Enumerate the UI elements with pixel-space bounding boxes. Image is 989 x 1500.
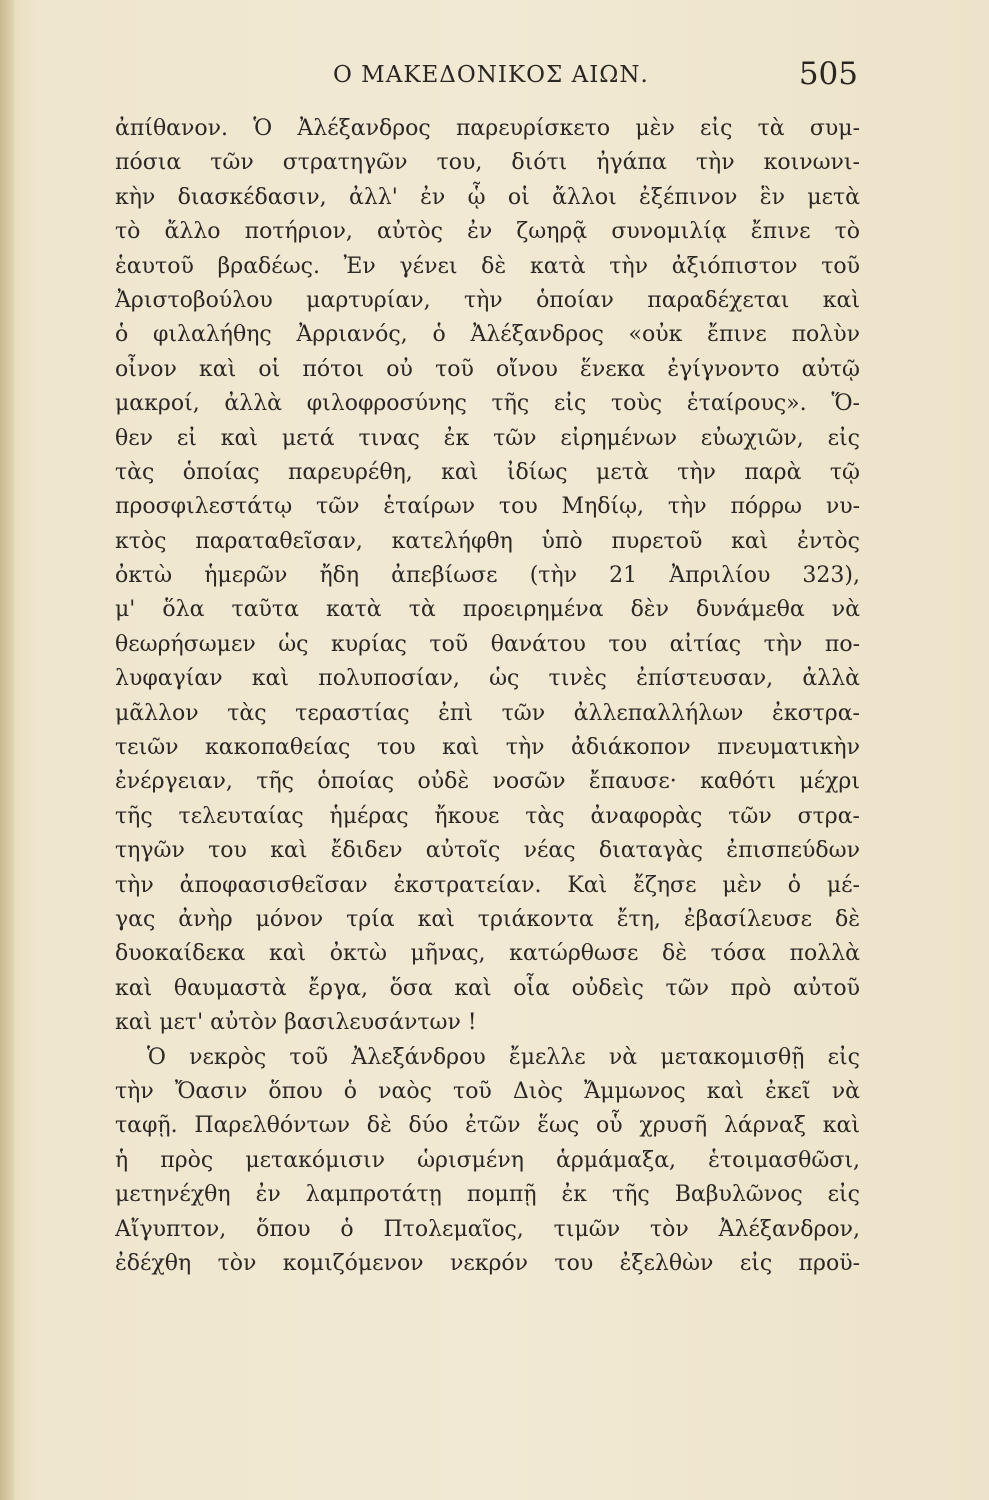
text-line: λυφαγίαν καὶ πολυποσίαν, ὡς τινὲς ἐπίστευσαν, ἀλλὰ (115, 666, 860, 692)
text-line: θεωρήσωμεν ὡς κυρίας τοῦ θανάτου του αἰτίας τὴν πο- (115, 631, 860, 657)
text-line: ἐδέχθη τὸν κομιζόμενον νεκρόν του ἐξελθὼν εἰς προϋ- (115, 1250, 860, 1276)
text-line: Αἴγυπτον, ὅπου ὁ Πτολεμαῖος, τιμῶν τὸν Ἀλέξανδρον, (115, 1216, 860, 1242)
text-line: μᾶλλον τὰς τεραστίας ἐπὶ τῶν ἀλλεπαλλήλων ἐκστρα- (115, 700, 860, 726)
text-line: ταφῇ. Παρελθόντων δὲ δύο ἐτῶν ἕως οὗ χρυσῆ λάρναξ καὶ (115, 1113, 860, 1139)
text-line: δυοκαίδεκα καὶ ὀκτὼ μῆνας, κατώρθωσε δὲ τόσα πολλὰ (115, 941, 860, 967)
text-line: Ἀριστοβούλου μαρτυρίαν, τὴν ὁποίαν παραδέχεται καὶ (115, 287, 860, 313)
page-header (115, 52, 860, 102)
text-line: τὴν ἀποφασισθεῖσαν ἐκστρατείαν. Καὶ ἔζησε μὲν ὁ μέ- (115, 872, 860, 898)
paragraph-start-line: Ὁ νεκρὸς τοῦ Ἀλεξάνδρου ἔμελλε νὰ μετακομισθῇ εἰς (147, 1044, 860, 1070)
text-line: οἶνον καὶ οἱ πότοι οὐ τοῦ οἴνου ἕνεκα ἐγίγνοντο αὐτῷ (115, 356, 860, 382)
page-gutter-edge (0, 0, 14, 1500)
page-number: 505 (798, 56, 858, 92)
text-line: τὸ ἄλλο ποτήριον, αὐτὸς ἐν ζωηρᾷ συνομιλίᾳ ἔπινε τὸ (115, 219, 860, 245)
text-line: προσφιλεστάτῳ τῶν ἑταίρων του Μηδίῳ, τὴν πόρρω νυ- (115, 494, 860, 520)
text-line: γας ἀνὴρ μόνον τρία καὶ τριάκοντα ἔτη, ἐβασίλευσε δὲ (115, 906, 860, 932)
text-line: καὶ θαυμαστὰ ἔργα, ὅσα καὶ οἷα οὐδεὶς τῶν πρὸ αὐτοῦ (115, 975, 860, 1001)
text-line: μ' ὅλα ταῦτα κατὰ τὰ προειρημένα δὲν δυνάμεθα νὰ (115, 597, 860, 623)
text-line: τειῶν κακοπαθείας του καὶ τὴν ἀδιάκοπον πνευματικὴν (115, 735, 860, 761)
text-line: τηγῶν του καὶ ἔδιδεν αὐτοῖς νέας διαταγὰς ἐπισπεύδων (115, 838, 860, 864)
text-line: ἑαυτοῦ βραδέως. Ἐν γένει δὲ κατὰ τὴν ἀξιόπιστον τοῦ (115, 253, 860, 279)
text-line: τῆς τελευταίας ἡμέρας ἤκουε τὰς ἀναφορὰς τῶν στρα- (115, 803, 860, 829)
text-line: κτὸς παραταθεῖσαν, κατελήφθη ὑπὸ πυρετοῦ καὶ ἐντὸς (115, 528, 860, 554)
text-line: ἀπίθανον. Ὁ Ἀλέξανδρος παρευρίσκετο μὲν εἰς τὰ συμ- (115, 116, 860, 141)
text-line: κὴν διασκέδασιν, ἀλλ' ἐν ᾧ οἱ ἄλλοι ἐξέπινον ἓν μετὰ (115, 184, 860, 210)
paragraph-end-line: καὶ μετ' αὐτὸν βασιλευσάντων ! (115, 1010, 477, 1036)
text-line: μετηνέχθη ἐν λαμπροτάτῃ πομπῇ ἐκ τῆς Βαβυλῶνος εἰς (115, 1182, 860, 1208)
text-line: τὰς ὁποίας παρευρέθη, καὶ ἰδίως μετὰ τὴν παρὰ τῷ (115, 459, 860, 485)
text-line: πόσια τῶν στρατηγῶν του, διότι ἠγάπα τὴν κοινωνι- (115, 150, 860, 176)
text-line: θεν εἰ καὶ μετά τινας ἐκ τῶν εἰρημένων εὐωχιῶν, εἰς (115, 425, 860, 451)
text-line: ὀκτὼ ἡμερῶν ἤδη ἀπεβίωσε (τὴν 21 Ἀπριλίου 323), (115, 563, 860, 589)
text-line: τὴν Ὄασιν ὅπου ὁ ναὸς τοῦ Διὸς Ἄμμωνος καὶ ἐκεῖ νὰ (115, 1078, 860, 1104)
running-title: Ο ΜΑΚΕΔΟΝΙΚΟΣ ΑΙΩΝ. (333, 62, 649, 88)
text-line: ἡ πρὸς μετακόμισιν ὡρισμένη ἁρμάμαξα, ἑτοιμασθῶσι, (115, 1147, 860, 1173)
text-line: μακροί, ἀλλὰ φιλοφροσύνης τῆς εἰς τοὺς ἑταίρους». Ὅ- (115, 391, 860, 417)
text-line: ὁ φιλαλήθης Ἀρριανός, ὁ Ἀλέξανδρος «οὐκ ἔπινε πολὺν (115, 322, 860, 348)
text-line: ἐνέργειαν, τῆς ὁποίας οὐδὲ νοσῶν ἔπαυσε· καθότι μέχρι (115, 769, 860, 795)
body-text (115, 112, 860, 1281)
